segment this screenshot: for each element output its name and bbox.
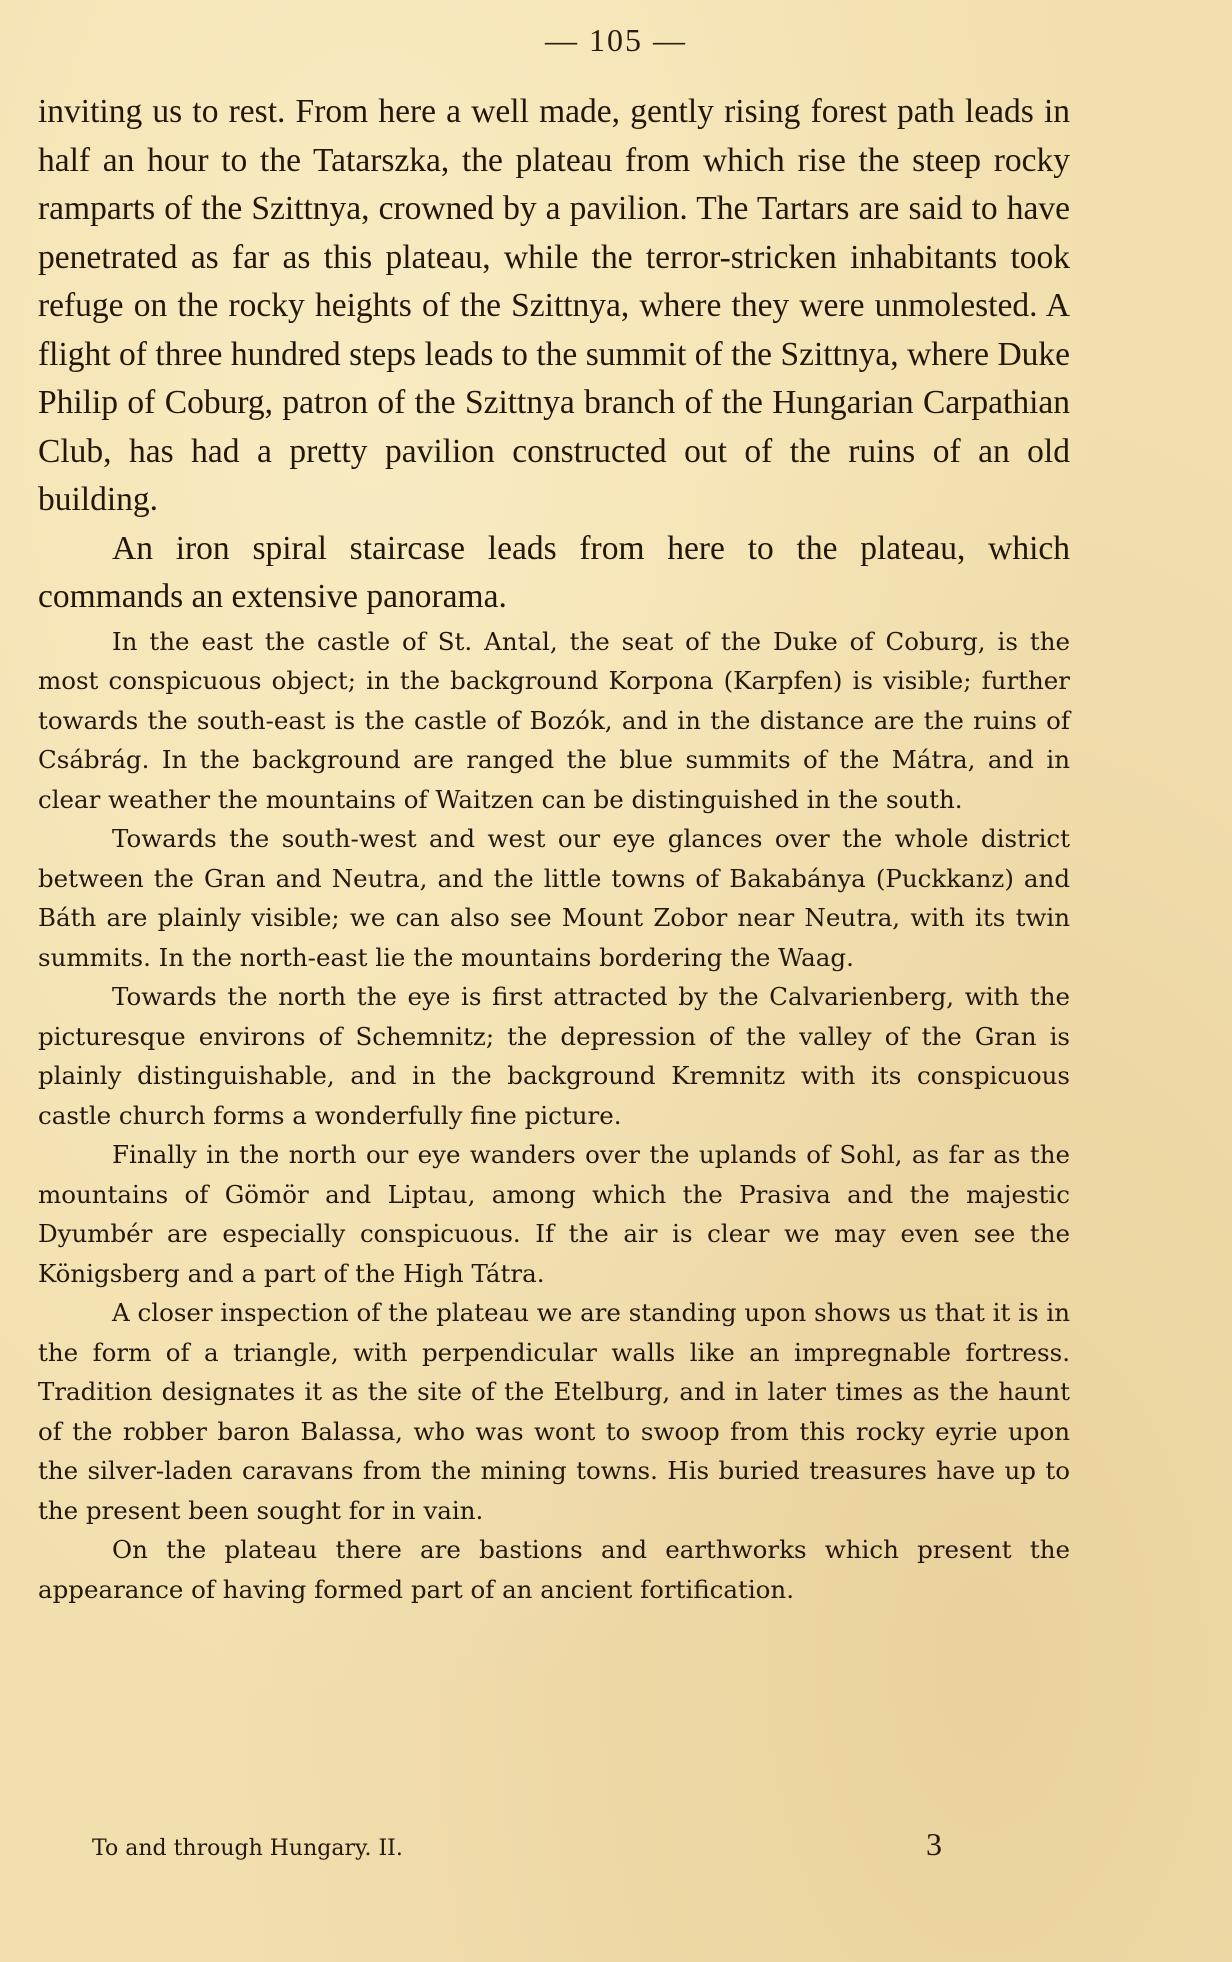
paragraph-7: A closer inspection of the plateau we are standing upon shows us that it is in the form of a triangle, with perpendicular walls like an impregnable fortress. Tradition designates it as the site of the Etelburg, and in later times as the haunt of the robber baron Balassa, who was wont to swoop from this rocky eyrie upon the silver-laden caravans from the mining towns. His buried treasures have up to the present been sought for in vain. (38, 1298, 1070, 1525)
signature-mark: 3 (926, 1826, 942, 1862)
paragraph-4: Towards the south-west and west our eye glances over the whole district between the Gran and Neutra, and the little towns of Bakabánya (Puckkanz) and Báth are plainly visible; we can also see Mount Zobor near Neutra, with its twin summits. In the north-east lie the mountains bordering the Waag. (38, 824, 1070, 972)
footer-book-title: To and through Hungary. II. (92, 1836, 403, 1861)
page-body (38, 88, 1070, 1609)
paragraph-1: inviting us to rest. From here a well made, gently rising forest path leads in half an hour to the Tatarszka, the plateau from which rise the steep rocky ramparts of the Szittnya, crowned by a pavilion. The Tartars are said to have penetrated as far as this plateau, while the terror-stricken inhabitants took refuge on the rocky heights of the Szittnya, where they were unmolested. A flight of three hundred steps leads to the summit of the Szittnya, where Duke Philip of Coburg, patron of the Szittnya branch of the Hungarian Carpathian Club, has had a pretty pavilion constructed out of the ruins of an old building. (38, 93, 1070, 518)
paragraph-6: Finally in the north our eye wanders over the uplands of Sohl, as far as the mountains of Gömör and Liptau, among which the Prasiva and the majestic Dyumbér are especially conspicuous. If the air is clear we may even see the Königsberg and a part of the High Tátra. (38, 1140, 1070, 1288)
paragraph-5: Towards the north the eye is first attracted by the Calvarienberg, with the picturesque environs of Schemnitz; the depression of the valley of the Gran is plainly distinguishable, and in the background Kremnitz with its conspicuous castle church forms a wonderfully fine picture. (38, 982, 1070, 1130)
paragraph-3: In the east the castle of St. Antal, the seat of the Duke of Coburg, is the most conspicuous object; in the background Korpona (Karpfen) is visible; further towards the south-east is the castle of Bozók, and in the distance are the ruins of Csábrág. In the background are ranged the blue summits of the Mátra, and in clear weather the mountains of Waitzen can be distinguished in the south. (38, 626, 1070, 814)
paragraph-8: On the plateau there are bastions and earthworks which present the appearance of having formed part of an ancient fortification. (38, 1535, 1070, 1604)
page-number: — 105 — (545, 22, 687, 58)
page-footer (92, 1826, 942, 1863)
paragraph-2: An iron spiral staircase leads from here to the plateau, which commands an extensive panorama. (38, 529, 1070, 615)
